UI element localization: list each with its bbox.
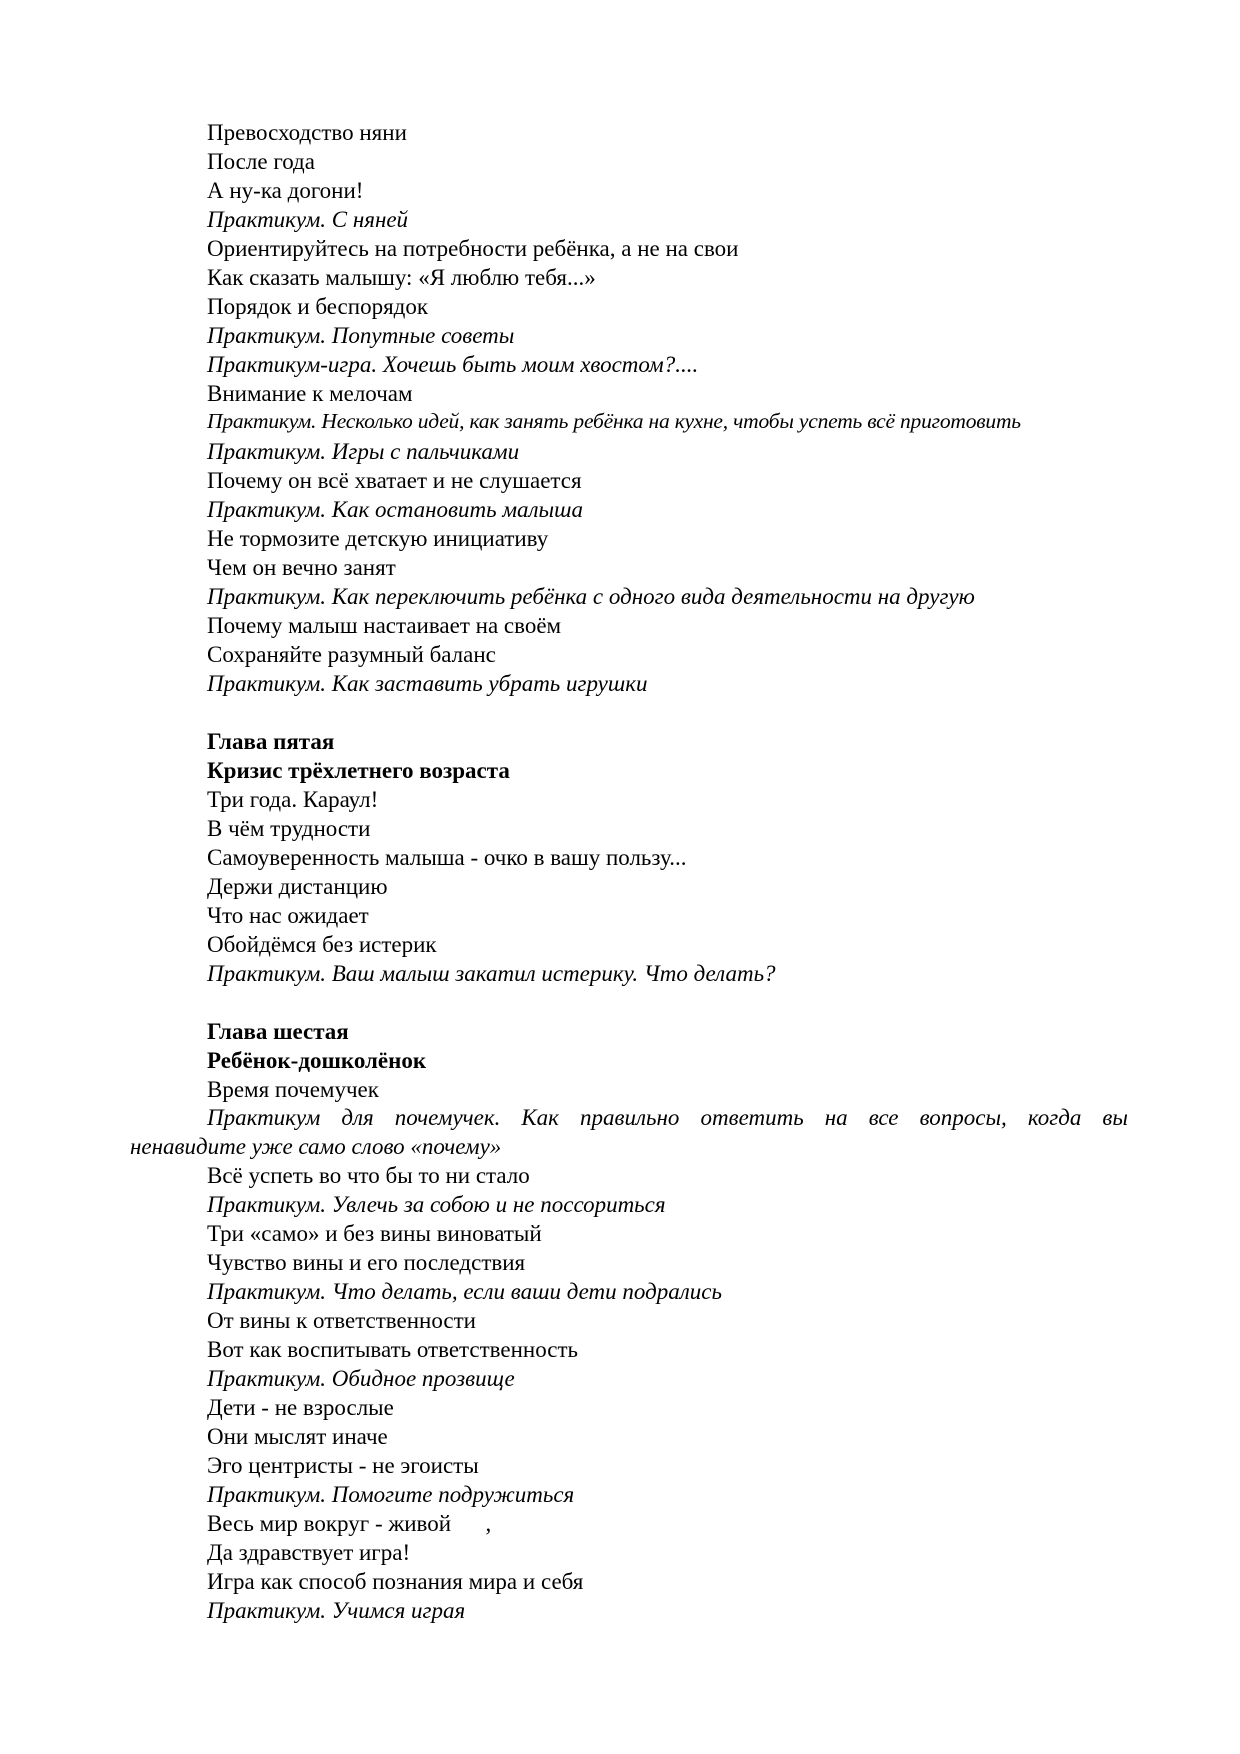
toc-entry: Всё успеть во что бы то ни стало [207,1163,530,1188]
toc-entry-practicum: Практикум. Как остановить малыша [207,497,583,522]
toc-entry-practicum: Практикум. Попутные советы [207,323,515,348]
toc-entry-practicum: Практикум. Ваш малыш закатил истерику. Что делать? [207,961,776,986]
toc-entry: Внимание к мелочам [207,381,413,406]
toc-entry: Не тормозите детскую инициативу [207,526,549,551]
toc-entry: Обойдёмся без истерик [207,932,437,957]
toc-entry: Да здравствует игра! [207,1540,411,1565]
chapter-number: Глава пятая [207,729,335,754]
toc-entry: Держи дистанцию [207,874,388,899]
toc-entry-practicum: Практикум-игра. Хочешь быть моим хвостом?.... [207,352,699,377]
toc-entry: Сохраняйте разумный баланс [207,642,496,667]
toc-entry: Порядок и беспорядок [207,294,429,319]
toc-entry: Чувство вины и его последствия [207,1250,526,1275]
toc-entry: Самоуверенность малыша - очко в вашу пользу... [207,845,687,870]
toc-entry: Игра как способ познания мира и себя [207,1569,584,1594]
toc-entry-practicum: Практикум. Несколько идей, как занять ребёнка на кухне, чтобы успеть всё приготовить [207,409,1021,433]
toc-entry: Ориентируйтесь на потребности ребёнка, а не на свои [207,236,739,261]
toc-entry: Эго центристы - не эгоисты [207,1453,479,1478]
toc-entry-practicum: Практикум. Обидное прозвище [207,1366,515,1391]
wrapped-line-2: ненавидите уже само слово «почему» [130,1134,502,1159]
wrapped-line-1: Практикум для почемучек. Как правильно ответить на все вопросы, когда вы [207,1105,1128,1130]
toc-entry: Они мыслят иначе [207,1424,388,1449]
toc-entry-practicum: Практикум. Игры с пальчиками [207,439,520,464]
toc-entry: Что нас ожидает [207,903,369,928]
chapter-title: Ребёнок-дошколёнок [207,1048,427,1073]
toc-entry: Как сказать малышу: «Я люблю тебя...» [207,265,596,290]
toc-entry-practicum-wrapped [130,1106,1128,1158]
toc-entry-practicum: Практикум. Учимся играя [207,1598,466,1623]
toc-entry-practicum: Практикум. Как переключить ребёнка с одного вида деятельности на другую [207,584,975,609]
toc-entry: Дети - не взрослые [207,1395,394,1420]
toc-entry: Весь мир вокруг - живой , [207,1511,492,1536]
toc-entry: От вины к ответственности [207,1308,476,1333]
toc-entry: Превосходство няни [207,120,407,145]
toc-entry: Почему он всё хватает и не слушается [207,468,582,493]
toc-entry: После года [207,149,315,174]
toc-entry-practicum: Практикум. Помогите подружиться [207,1482,575,1507]
toc-entry: В чём трудности [207,816,371,841]
toc-entry: Почему малыш настаивает на своём [207,613,562,638]
toc-entry: Три года. Караул! [207,787,379,812]
toc-entry: Вот как воспитывать ответственность [207,1337,579,1362]
toc-entry-practicum: Практикум. Что делать, если ваши дети подрались [207,1279,722,1304]
toc-entry-practicum: Практикум. Как заставить убрать игрушки [207,671,648,696]
toc-entry-practicum: Практикум. Увлечь за собою и не поссориться [207,1192,666,1217]
toc-entry: Чем он вечно занят [207,555,396,580]
toc-entry: А ну-ка догони! [207,178,364,203]
toc-entry-practicum: Практикум. С няней [207,207,409,232]
toc-entry: Три «само» и без вины виноватый [207,1221,542,1246]
toc-entry: Время почемучек [207,1077,379,1102]
chapter-title: Кризис трёхлетнего возраста [207,758,510,783]
chapter-number: Глава шестая [207,1019,349,1044]
